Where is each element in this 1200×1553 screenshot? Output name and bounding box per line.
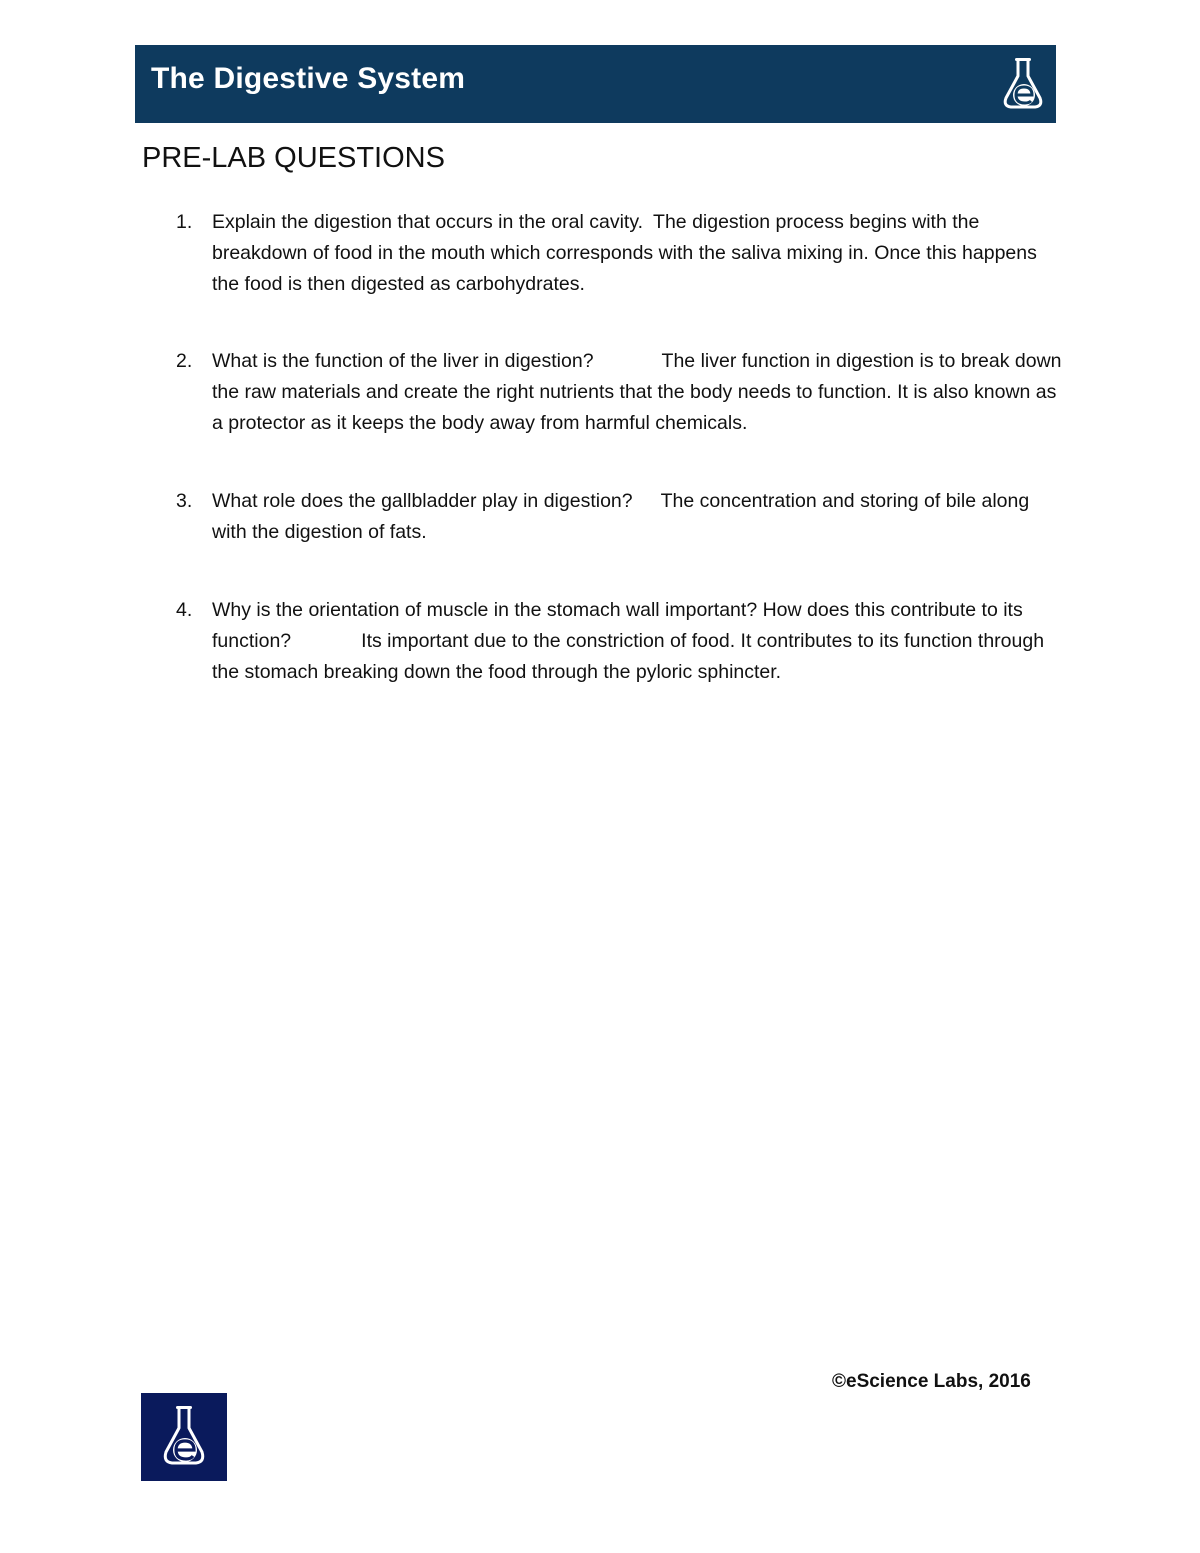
question-list bbox=[142, 207, 1062, 688]
answer-text: The liver function in digestion is to break down the raw materials and create the right nutrients that the body needs to function. It is also known as a protector as it keeps the body away from harmful chemicals. bbox=[212, 350, 1062, 434]
question-text: What is the function of the liver in digestion? bbox=[212, 350, 594, 372]
question-item bbox=[142, 346, 1062, 439]
page-title: The Digestive System bbox=[151, 62, 466, 95]
question-number: 3. bbox=[176, 490, 193, 512]
question-item bbox=[142, 207, 1062, 300]
answer-text: The concentration and storing of bile along with the digestion of fats. bbox=[212, 490, 1030, 543]
question-number: 1. bbox=[176, 211, 193, 233]
section-heading: PRE-LAB QUESTIONS bbox=[142, 142, 445, 174]
answer-text: The digestion process begins with the breakdown of food in the mouth which corresponds with the saliva mixing in. Once this happens the food is then digested as carbohydrates. bbox=[212, 211, 1037, 295]
question-number: 4. bbox=[176, 599, 193, 621]
question-text: Why is the orientation of muscle in the stomach wall important? How does this contribute to its function? bbox=[212, 599, 1023, 652]
question-item bbox=[142, 595, 1062, 688]
header-band bbox=[135, 45, 1056, 123]
footer-logo bbox=[141, 1393, 227, 1481]
copyright-notice: ©eScience Labs, 2016 bbox=[832, 1371, 1031, 1392]
question-text: Explain the digestion that occurs in the oral cavity. bbox=[212, 211, 644, 233]
question-item bbox=[142, 486, 1062, 548]
question-number: 2. bbox=[176, 350, 193, 372]
escience-flask-logo-icon bbox=[998, 54, 1048, 114]
escience-flask-logo-icon bbox=[159, 1404, 209, 1470]
answer-text: Its important due to the constriction of food. It contributes to its function through the stomach breaking down the food through the pyloric sphincter. bbox=[212, 630, 1045, 683]
question-text: What role does the gallbladder play in digestion? bbox=[212, 490, 633, 512]
